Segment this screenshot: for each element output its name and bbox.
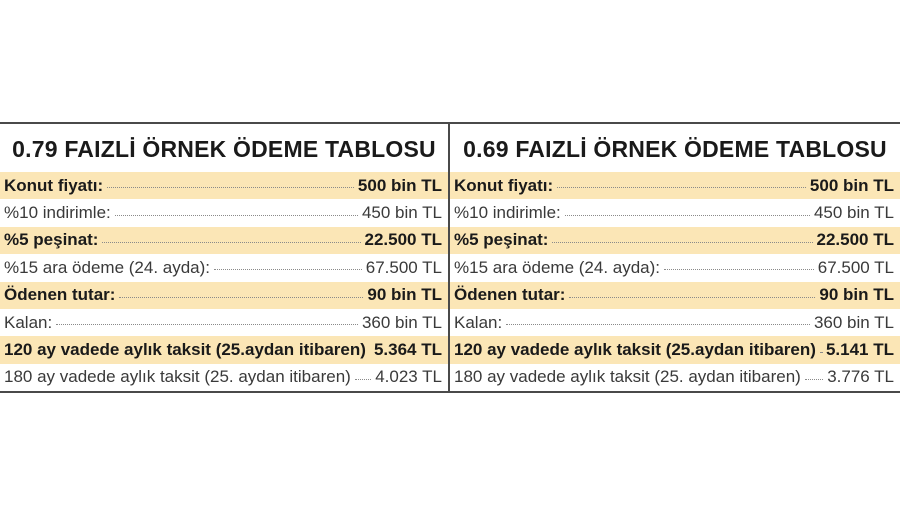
row-value: 5.141 TL [825,340,894,360]
row-label: Ödenen tutar: [4,285,116,305]
row-value: 90 bin TL [367,285,442,305]
table-row [0,227,448,254]
table-row [0,172,448,199]
table-title: 0.79 FAIZLİ ÖRNEK ÖDEME TABLOSU [12,136,436,162]
dot-leader [820,352,822,353]
dot-leader [805,379,823,380]
table-row [450,172,900,199]
row-value: 500 bin TL [809,175,894,195]
table-row [0,254,448,281]
payment-tables [0,122,900,393]
table-row [450,199,900,226]
table-rows [450,172,900,391]
dot-leader [565,215,810,216]
row-label: %5 peşinat: [454,230,549,250]
dot-leader [107,187,354,188]
table-title: 0.69 FAIZLİ ÖRNEK ÖDEME TABLOSU [463,136,887,162]
row-label: 180 ay vadede aylık taksit (25. aydan itibaren) [4,367,351,387]
table-row [450,336,900,363]
row-value: 67.500 TL [365,257,442,277]
row-value: 22.500 TL [364,230,442,250]
row-label: Ödenen tutar: [454,285,566,305]
row-label: %5 peşinat: [4,230,99,250]
row-value: 500 bin TL [357,175,442,195]
table-row [450,282,900,309]
table-row [450,227,900,254]
row-label: Konut fiyatı: [4,175,104,195]
row-label: Kalan: [454,312,503,332]
row-value: 360 bin TL [361,312,442,332]
table-row [450,364,900,391]
row-label: Konut fiyatı: [454,175,554,195]
dot-leader [115,215,358,216]
table-row [0,199,448,226]
dot-leader [557,187,806,188]
table-row [450,309,900,336]
dot-leader [119,297,363,298]
row-label: %15 ara ödeme (24. ayda): [454,257,661,277]
payment-table-069 [448,124,900,391]
row-label: 120 ay vadede aylık taksit (25.aydan itibaren) [454,340,816,360]
row-value: 3.776 TL [827,367,894,387]
table-row [0,364,448,391]
dot-leader [569,297,815,298]
row-label: %10 indirimle: [454,203,561,223]
table-row [0,336,448,363]
row-value: 360 bin TL [813,312,894,332]
row-value: 450 bin TL [813,203,894,223]
table-row [0,309,448,336]
table-row [0,282,448,309]
row-value: 90 bin TL [819,285,894,305]
row-value: 22.500 TL [816,230,894,250]
table-row [450,254,900,281]
row-label: %15 ara ödeme (24. ayda): [4,257,211,277]
row-label: %10 indirimle: [4,203,111,223]
dot-leader [56,324,358,325]
dot-leader [552,242,812,243]
dot-leader [355,379,371,380]
row-value: 4.023 TL [375,367,442,387]
dot-leader [102,242,360,243]
dot-leader [214,269,362,270]
row-label: 180 ay vadede aylık taksit (25. aydan itibaren) [454,367,801,387]
dot-leader [664,269,814,270]
row-label: Kalan: [4,312,53,332]
row-label: 120 ay vadede aylık taksit (25.aydan itibaren) [4,340,366,360]
dot-leader [506,324,810,325]
table-rows [0,172,448,391]
row-value: 5.364 TL [373,340,442,360]
row-value: 450 bin TL [361,203,442,223]
payment-table-079 [0,124,448,391]
row-value: 67.500 TL [817,257,894,277]
